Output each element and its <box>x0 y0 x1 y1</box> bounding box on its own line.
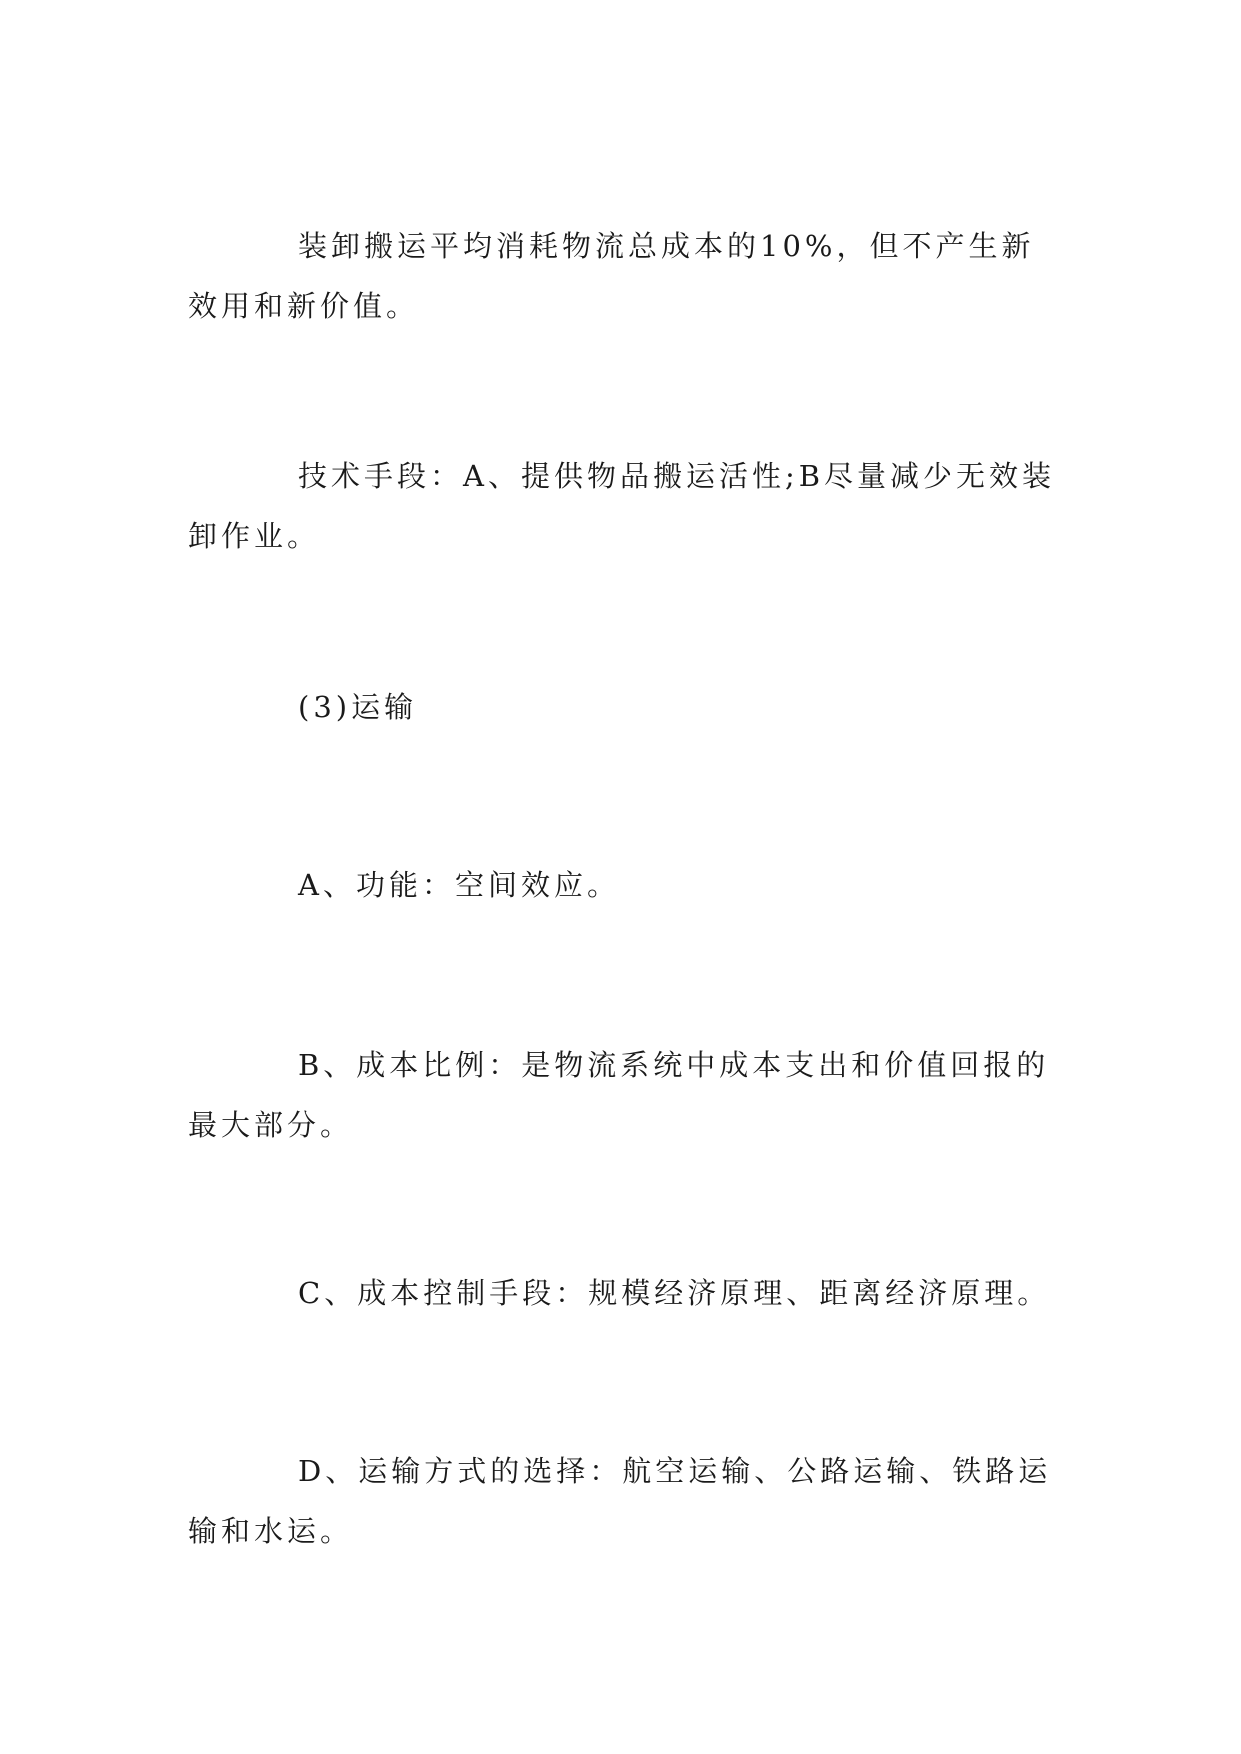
paragraph-technical-means: 技术手段：A、提供物品搬运活性;B尽量减少无效装卸作业。 <box>188 459 1056 553</box>
paragraph-loading-cost: 装卸搬运平均消耗物流总成本的10%，但不产生新效用和新价值。 <box>188 229 1035 323</box>
paragraph-cost-ratio: B、成本比例：是物流系统中成本支出和价值回报的最大部分。 <box>188 1048 1050 1142</box>
section-heading-transport: (3)运输 <box>298 690 418 724</box>
paragraph-cost-control: C、成本控制手段：规模经济原理、距离经济原理。 <box>298 1276 1051 1310</box>
paragraph-function: A、功能：空间效应。 <box>298 868 620 902</box>
paragraph-transport-modes: D、运输方式的选择：航空运输、公路运输、铁路运输和水运。 <box>188 1454 1052 1548</box>
